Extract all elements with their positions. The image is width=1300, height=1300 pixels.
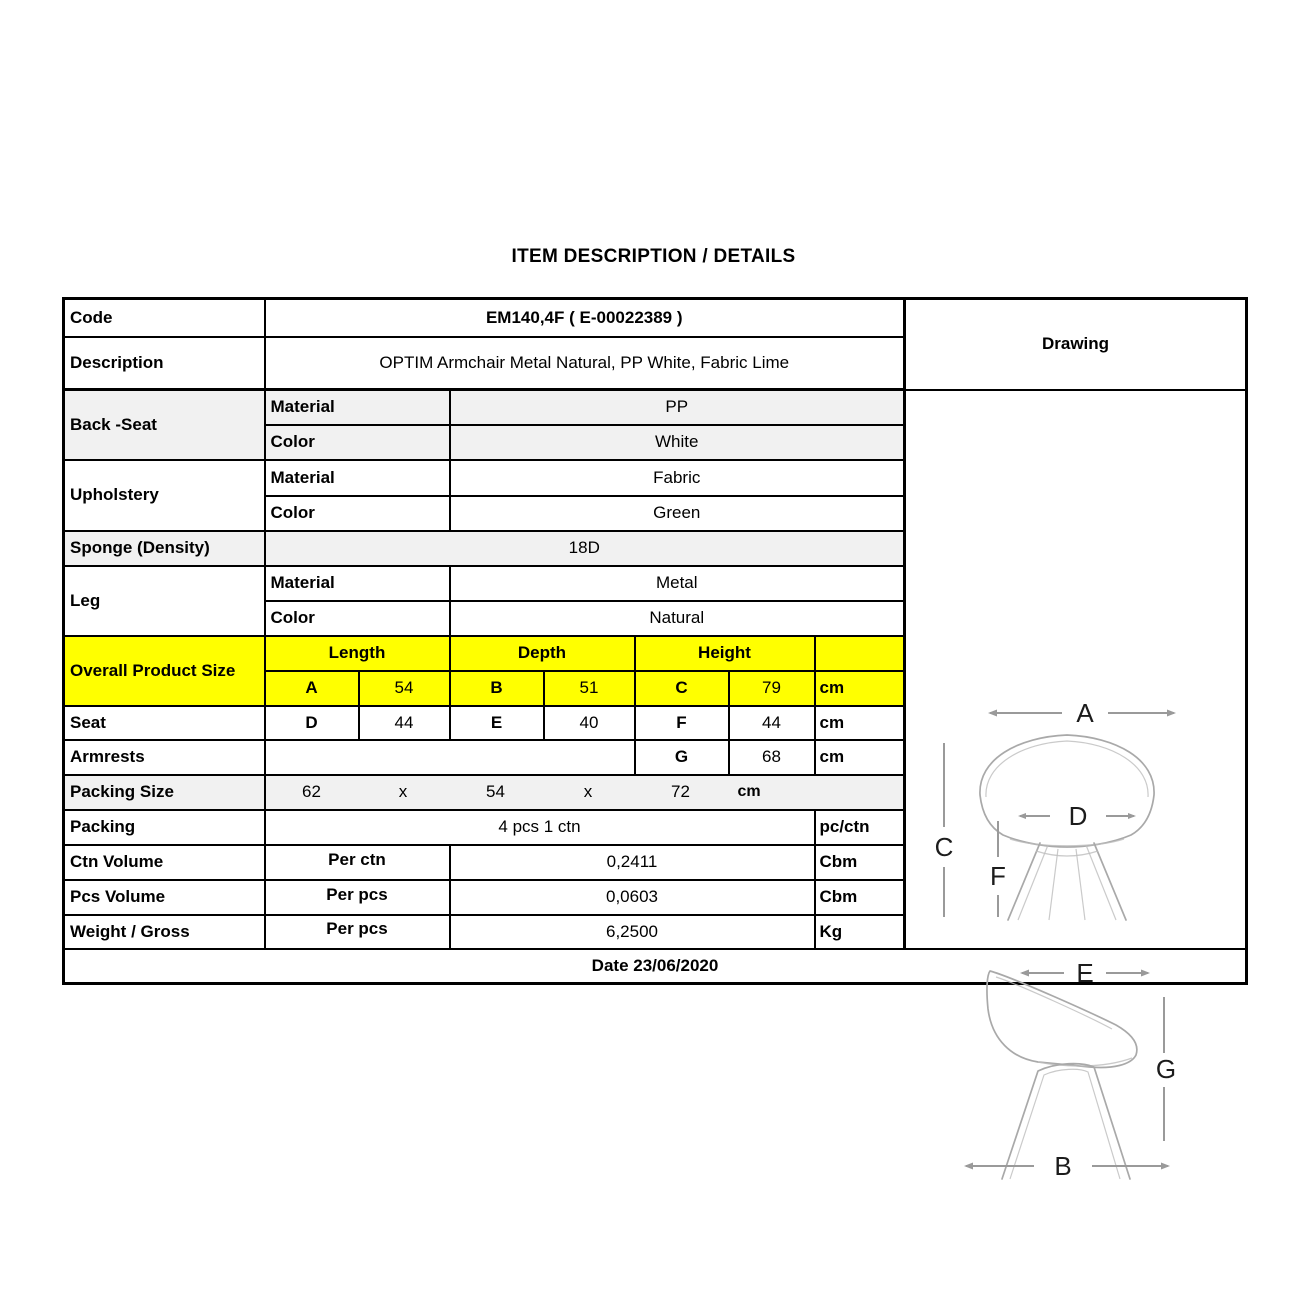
back-seat-color-label: Color [265, 425, 450, 460]
dim-label-e: E [1076, 958, 1094, 988]
weight-gross-unit: Kg [815, 915, 905, 949]
weight-gross-per: Per pcs [265, 915, 450, 949]
back-seat-material-label: Material [265, 390, 450, 425]
dim-c-value: 79 [729, 671, 815, 706]
description-label: Description [64, 337, 265, 390]
dim-e-value: 40 [544, 706, 635, 740]
drawing-header: Drawing [905, 299, 1247, 390]
leg-material-label: Material [265, 566, 450, 601]
dim-label-d: D [1068, 801, 1088, 831]
back-seat-label: Back -Seat [64, 390, 265, 460]
back-seat-material-value: PP [450, 390, 905, 425]
back-seat-material-row [64, 390, 1247, 425]
dim-g-value: 68 [729, 740, 815, 775]
upholstery-color-value: Green [450, 496, 905, 531]
ctn-volume-label: Ctn Volume [64, 845, 265, 880]
weight-gross-value: 6,2500 [450, 915, 815, 949]
sponge-value: 18D [265, 531, 905, 566]
leg-color-value: Natural [450, 601, 905, 636]
dim-label-f: F [990, 861, 1006, 891]
spec-table [62, 297, 1248, 1181]
weight-gross-label: Weight / Gross [64, 915, 265, 949]
code-row [64, 299, 1247, 337]
packing-label: Packing [64, 810, 265, 845]
leg-material-value: Metal [450, 566, 905, 601]
drawing-cell [905, 390, 1247, 1181]
dim-c-key: C [635, 671, 729, 706]
packing-size-x2: x [583, 782, 593, 801]
armrests-empty [265, 740, 635, 775]
code-label: Code [64, 299, 265, 337]
page-title: ITEM DESCRIPTION / DETAILS [511, 246, 796, 267]
dim-d-key: D [265, 706, 359, 740]
dim-e-key: E [450, 706, 544, 740]
length-header: Length [265, 636, 450, 671]
packing-unit: pc/ctn [815, 810, 905, 845]
chair-front-sketch [922, 699, 1212, 934]
dim-label-b: B [1054, 1151, 1072, 1181]
pcs-volume-unit: Cbm [815, 880, 905, 915]
dim-label-g: G [1155, 1054, 1177, 1084]
leg-color-label: Color [265, 601, 450, 636]
packing-size-x1: x [398, 782, 408, 801]
packing-size-unit: cm [737, 783, 761, 800]
code-value: EM140,4F ( E-00022389 ) [265, 299, 905, 337]
dim-a-value: 54 [359, 671, 450, 706]
overall-size-label: Overall Product Size [64, 636, 265, 706]
date-value: Date 23/06/2020 [64, 949, 1247, 984]
dim-b-value: 51 [544, 671, 635, 706]
upholstery-color-label: Color [265, 496, 450, 531]
packing-size-values [265, 775, 905, 810]
pcs-volume-value: 0,0603 [450, 880, 815, 915]
dim-d-value: 44 [359, 706, 450, 740]
packing-size-length: 62 [302, 782, 321, 801]
dim-a-key: A [265, 671, 359, 706]
packing-size-depth: 54 [486, 782, 505, 801]
seat-unit: cm [815, 706, 905, 740]
pcs-volume-per: Per pcs [265, 880, 450, 915]
dim-label-a: A [1076, 698, 1094, 728]
seat-label: Seat [64, 706, 265, 740]
size-header-empty [815, 636, 905, 671]
back-seat-color-value: White [450, 425, 905, 460]
height-header: Height [635, 636, 815, 671]
packing-value: 4 pcs 1 ctn [265, 810, 815, 845]
overall-size-unit: cm [815, 671, 905, 706]
upholstery-material-value: Fabric [450, 460, 905, 496]
ctn-volume-per: Per ctn [265, 845, 450, 880]
pcs-volume-label: Pcs Volume [64, 880, 265, 915]
armrests-label: Armrests [64, 740, 265, 775]
packing-size-label: Packing Size [64, 775, 265, 810]
upholstery-label: Upholstery [64, 460, 265, 531]
dim-f-value: 44 [729, 706, 815, 740]
leg-label: Leg [64, 566, 265, 636]
ctn-volume-unit: Cbm [815, 845, 905, 880]
upholstery-material-label: Material [265, 460, 450, 496]
description-value: OPTIM Armchair Metal Natural, PP White, Fabric Lime [265, 337, 905, 390]
sponge-label: Sponge (Density) [64, 531, 265, 566]
ctn-volume-value: 0,2411 [450, 845, 815, 880]
dim-b-key: B [450, 671, 544, 706]
dim-f-key: F [635, 706, 729, 740]
dim-g-key: G [635, 740, 729, 775]
dim-label-c: C [934, 832, 954, 862]
depth-header: Depth [450, 636, 635, 671]
armrests-unit: cm [815, 740, 905, 775]
packing-size-height: 72 [671, 782, 690, 801]
